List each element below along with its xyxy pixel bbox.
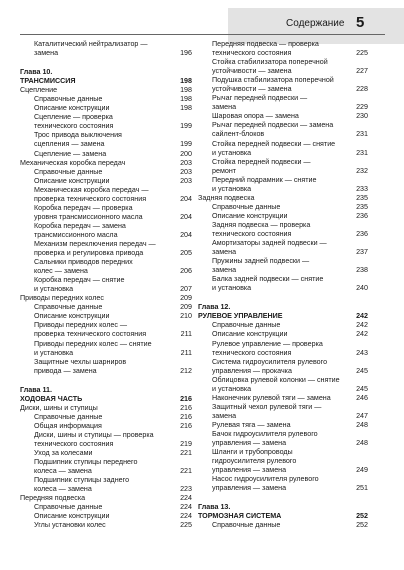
toc-page-number: 198 [180,86,192,95]
toc-chapter-heading [198,503,368,512]
toc-entry-title: управления — замена [212,484,287,493]
toc-entry-title: устойчивости — замена [212,67,292,76]
toc-page-number: 236 [356,229,368,238]
toc-entry-title: замена [212,266,237,275]
toc-entry-title: Справочные данные [212,521,281,530]
toc-entry [198,194,368,203]
toc-entry-title: Стойка передней подвески — [212,157,311,166]
toc-entry [198,275,368,284]
toc-entry-title: РУЛЕВОЕ УПРАВЛЕНИЕ [198,312,283,321]
toc-entry [20,494,192,503]
toc-entry [198,475,368,484]
toc-entry [198,358,368,367]
toc-entry [198,58,368,67]
toc-page-number: 225 [180,521,192,530]
toc-page-number: 251 [356,484,368,493]
toc-spacer [198,493,368,503]
toc-entry [20,367,192,376]
toc-entry-title: и установка [212,384,252,393]
toc-page-number: 224 [180,503,192,512]
toc-entry [198,49,368,58]
toc-entry-title: Глава 12. [198,303,231,312]
toc-page-number: 209 [180,294,192,303]
toc-entry [198,94,368,103]
toc-entry [198,439,368,448]
toc-entry [198,167,368,176]
toc-entry [198,349,368,358]
toc-entry-title: устойчивости — замена [212,85,292,94]
toc-entry-title: управления — замена [212,439,287,448]
toc-entry [20,285,192,294]
toc-entry-title: проверка и регулировка привода [34,249,144,258]
toc-entry-title: замена [212,103,237,112]
toc-entry-title: Бачок гидроусилителя рулевого [212,429,318,438]
toc-entry [198,376,368,385]
toc-entry [20,303,192,312]
toc-entry-title: замена [34,49,59,58]
toc-entry [198,176,368,185]
toc-entry [20,131,192,140]
toc-entry-title: Стойка стабилизатора поперечной [212,58,328,67]
toc-page-number: 216 [180,421,192,430]
toc-entry-title: трансмиссионного масла [34,230,118,239]
toc-entry-title: Сцепление — замена [34,149,107,158]
toc-entry-title: сцепления — замена [34,140,105,149]
toc-chapter-heading [20,386,192,395]
toc-chapter-heading [20,68,192,77]
toc-entry [198,149,368,158]
toc-entry [20,186,192,195]
toc-entry [20,95,192,104]
toc-entry [198,340,368,349]
toc-entry [20,140,192,149]
toc-page-number: 219 [180,439,192,448]
toc-entry-title: Амортизаторы задней подвески — [212,239,327,248]
toc-page-number: 204 [180,194,192,203]
toc-entry-title: Глава 11. [20,385,52,394]
toc-entry-title: Описание конструкции [34,512,110,521]
toc-spacer [20,376,192,386]
toc-entry [20,312,192,321]
toc-entry-title: и установка [212,284,252,293]
toc-entry [20,122,192,131]
toc-entry-title: Трос привода выключения [34,131,122,140]
toc-entry [198,367,368,376]
toc-entry [20,240,192,249]
toc-entry-title: Балка задней подвески — снятие [212,275,324,284]
toc-entry-title: Коробка передач — проверка [34,203,133,212]
toc-entry [198,130,368,139]
toc-entry [20,485,192,494]
toc-entry [20,404,192,413]
toc-entry-title: Глава 13. [198,503,231,512]
toc-entry-title: Приводы передних колес — [34,321,128,330]
toc-entry [20,431,192,440]
toc-entry-title: ТРАНСМИССИЯ [20,77,76,86]
toc-entry-title: привода — замена [34,366,97,375]
toc-page-number: 243 [356,348,368,357]
toc-page-number: 236 [356,211,368,220]
toc-entry [198,103,368,112]
toc-page-number: 216 [180,394,192,403]
toc-entry-title: Механизм переключения передач — [34,239,156,248]
toc-page-number: 242 [356,330,368,339]
toc-page-number: 207 [180,285,192,294]
toc-entry-title: Подушка стабилизатора поперечной [212,76,334,85]
toc-entry-title: и установка [34,348,74,357]
toc-entry-title: технического состояния [212,49,292,58]
toc-page-number: 196 [180,49,192,58]
toc-entry-title: Облицовка рулевой колонки — снятие [212,375,340,384]
toc-entry [198,76,368,85]
toc-entry [198,266,368,275]
toc-entry [198,421,368,430]
toc-entry [198,457,368,466]
toc-entry [20,521,192,530]
toc-entry [20,349,192,358]
toc-page-number: 249 [356,466,368,475]
toc-page-number: 237 [356,248,368,257]
toc-entry [198,40,368,49]
toc-entry-title: Задняя подвеска [198,193,255,202]
toc-page-number: 235 [356,202,368,211]
toc-entry-title: Описание конструкции [34,312,110,321]
toc-entry [198,284,368,293]
toc-entry [20,159,192,168]
toc-entry-title: Описание конструкции [34,176,110,185]
toc-entry [198,248,368,257]
toc-entry-title: Рычаг передней подвески — замена [212,121,334,130]
toc-entry-title: технического состояния [212,348,292,357]
toc-page-number: 212 [180,366,192,375]
toc-page-number: 210 [180,312,192,321]
toc-page-number: 203 [180,167,192,176]
toc-entry [20,231,192,240]
toc-entry [198,466,368,475]
toc-entry [20,340,192,349]
toc-page-number: 240 [356,284,368,293]
toc-page-number: 211 [180,330,192,339]
toc-entry-title: и установка [34,285,74,294]
toc-entry-title: Задняя подвеска — проверка [212,220,311,229]
toc-page-number: 229 [356,103,368,112]
toc-entry-title: проверка технического состояния [34,330,147,339]
toc-entry [20,258,192,267]
toc-entry-title: Шаровая опора — замена [212,112,299,121]
toc-entry-title: ХОДОВАЯ ЧАСТЬ [20,394,83,403]
toc-page-number: 231 [356,130,368,139]
toc-entry [20,503,192,512]
toc-page-number: 246 [356,393,368,402]
toc-entry [198,212,368,221]
toc-entry-title: Коробка передач — замена [34,221,126,230]
toc-entry [198,239,368,248]
toc-chapter-heading [20,77,192,86]
toc-entry [20,86,192,95]
toc-page-number: 200 [180,149,192,158]
toc-chapter-heading [198,512,368,521]
toc-page-number: 225 [356,49,368,58]
toc-entry-title: Стойка передней подвески — снятие [212,139,336,148]
toc-entry-title: Справочные данные [34,503,103,512]
toc-entry [20,413,192,422]
toc-entry-title: Передняя подвеска — проверка [212,40,319,48]
toc-page-number: 209 [180,303,192,312]
toc-entry [198,221,368,230]
header-divider [20,34,385,35]
toc-entry-title: Сальники приводов передних [34,258,133,267]
toc-entry-title: Приводы передних колес — снятие [34,339,152,348]
toc-page-number: 238 [356,266,368,275]
toc-entry-title: Справочные данные [212,321,281,330]
toc-entry [20,204,192,213]
toc-page-number: 248 [356,439,368,448]
toc-entry [198,484,368,493]
toc-entry [20,150,192,159]
toc-page-number: 198 [180,104,192,113]
toc-entry [198,203,368,212]
toc-entry [20,512,192,521]
toc-entry-title: Шланги и трубопроводы [212,448,293,457]
toc-page-number: 224 [180,494,192,503]
toc-page-number: 221 [180,467,192,476]
toc-entry [20,222,192,231]
toc-page-number: 203 [180,176,192,185]
toc-entry-title: сайлент-блоков [212,130,265,139]
toc-entry-title: технического состояния [34,122,114,131]
toc-entry [20,358,192,367]
toc-entry-title: Рычаг передней подвески — [212,94,308,103]
toc-page-number: 252 [356,521,368,530]
toc-entry-title: Подшипник ступицы переднего [34,458,138,467]
toc-entry-title: колеса — замена [34,485,92,494]
toc-entry-title: уровня трансмиссионного масла [34,212,143,221]
toc-page-number: 206 [180,267,192,276]
toc-entry-title: Передний подрамник — снятие [212,175,317,184]
toc-entry-title: гидроусилителя рулевого [212,457,297,466]
toc-left-column [20,40,192,530]
toc-entry [198,521,368,530]
toc-page-number: 245 [356,384,368,393]
toc-entry [20,113,192,122]
toc-entry-title: Механическая коробка передач [20,158,126,167]
toc-entry-title: колес — замена [34,267,88,276]
toc-spacer [198,293,368,303]
toc-entry [198,257,368,266]
toc-entry-title: Защитные чехлы шарниров [34,357,127,366]
toc-entry-title: Каталитический нейтрализатор — [34,40,148,48]
page-number: 5 [356,14,365,31]
toc-entry [20,321,192,330]
toc-entry [198,412,368,421]
toc-page-number: 211 [180,348,192,357]
toc-entry [198,140,368,149]
toc-page-number: 204 [180,212,192,221]
toc-entry-title: и установка [212,184,252,193]
toc-page-number: 252 [356,512,368,521]
toc-page-number: 230 [356,112,368,121]
toc-page-number: 198 [180,95,192,104]
toc-entry [198,158,368,167]
toc-entry-title: Уход за колесами [34,449,93,458]
toc-entry [20,49,192,58]
toc-page-number: 205 [180,249,192,258]
toc-entry [198,67,368,76]
toc-page-number: 233 [356,184,368,193]
toc-entry-title: колеса — замена [34,467,92,476]
toc-entry [20,422,192,431]
toc-page-number: 199 [180,122,192,131]
toc-entry-title: Сцепление — проверка [34,113,113,122]
toc-entry [20,40,192,49]
toc-entry-title: управления — прокачка [212,366,292,375]
toc-entry [20,104,192,113]
toc-chapter-heading [198,303,368,312]
toc-entry [20,195,192,204]
toc-entry-title: Диски, шины и ступицы — проверка [34,430,154,439]
toc-page-number: 198 [180,77,192,86]
toc-entry-title: Глава 10. [20,68,53,77]
toc-entry [20,294,192,303]
toc-entry [20,458,192,467]
toc-entry [20,168,192,177]
toc-entry [20,267,192,276]
toc-entry-title: Пружины задней подвески — [212,257,310,266]
toc-entry-title: Углы установки колес [34,521,106,530]
toc-entry-title: ремонт [212,166,237,175]
toc-entry-title: Рулевая тяга — замена [212,420,291,429]
toc-entry [198,121,368,130]
toc-page-number: 227 [356,67,368,76]
toc-entry-title: Сцепление [20,86,58,95]
toc-page-number: 231 [356,148,368,157]
toc-chapter-heading [198,312,368,321]
toc-entry-title: технического состояния [34,439,114,448]
toc-entry [198,330,368,339]
toc-entry [198,112,368,121]
toc-entry-title: и установка [212,148,252,157]
toc-entry [198,185,368,194]
toc-entry-title: Передняя подвеска [20,494,86,503]
toc-entry-title: Система гидроусилителя рулевого [212,357,328,366]
toc-entry-title: Справочные данные [34,95,103,104]
toc-entry [198,385,368,394]
toc-entry-title: замена [212,411,237,420]
toc-page-number: 242 [356,312,368,321]
toc-entry-title: Подшипник ступицы заднего [34,476,130,485]
toc-spacer [20,58,192,68]
toc-entry [20,276,192,285]
toc-chapter-heading [20,395,192,404]
toc-entry-title: Приводы передних колес [20,294,104,303]
toc-entry [198,230,368,239]
toc-page-number: 199 [180,140,192,149]
toc-entry-title: Справочные данные [34,303,103,312]
toc-entry [20,467,192,476]
toc-entry-title: Наконечник рулевой тяги — замена [212,393,331,402]
toc-entry-title: Коробка передач — снятие [34,276,125,285]
toc-entry [20,177,192,186]
toc-entry-title: Рулевое управление — проверка [212,339,323,348]
toc-entry-title: Описание конструкции [212,211,288,220]
toc-entry-title: Защитный чехол рулевой тяги — [212,402,322,411]
toc-entry [198,403,368,412]
toc-right-column [198,40,368,530]
toc-entry-title: Справочные данные [34,412,103,421]
toc-entry [20,440,192,449]
toc-page-number: 235 [356,193,368,202]
toc-page-number: 203 [180,158,192,167]
toc-page-number: 223 [180,485,192,494]
toc-entry-title: Диски, шины и ступицы [20,403,98,412]
toc-entry-title: Описание конструкции [212,330,288,339]
toc-entry-title: замена [212,248,237,257]
toc-entry [20,476,192,485]
toc-page-number: 247 [356,411,368,420]
section-title: Содержание [286,18,345,29]
toc-page-number: 221 [180,449,192,458]
toc-entry-title: ТОРМОЗНАЯ СИСТЕМА [198,512,282,521]
toc-entry-title: Описание конструкции [34,104,110,113]
toc-page-number: 228 [356,85,368,94]
toc-entry [198,448,368,457]
toc-entry [20,249,192,258]
toc-entry-title: Общая информация [34,421,102,430]
toc-entry [198,321,368,330]
toc-page-number: 204 [180,230,192,239]
toc-entry [20,449,192,458]
toc-entry-title: Справочные данные [34,167,103,176]
toc-page-number: 245 [356,366,368,375]
toc-entry [198,394,368,403]
toc-entry-title: управления — замена [212,466,287,475]
toc-entry [20,213,192,222]
toc-page-number: 232 [356,166,368,175]
toc-entry-title: проверка технического состояния [34,194,147,203]
toc-page-number: 224 [180,512,192,521]
toc-page-number: 216 [180,403,192,412]
toc-page-number: 242 [356,321,368,330]
toc-entry [198,430,368,439]
toc-entry-title: технического состояния [212,229,292,238]
toc-entry [20,330,192,339]
toc-entry-title: Механическая коробка передач — [34,185,149,194]
toc-page-number: 248 [356,420,368,429]
toc-entry-title: Насос гидроусилителя рулевого [212,475,319,484]
toc-entry-title: Справочные данные [212,202,281,211]
toc-entry [198,85,368,94]
toc-page-number: 216 [180,412,192,421]
